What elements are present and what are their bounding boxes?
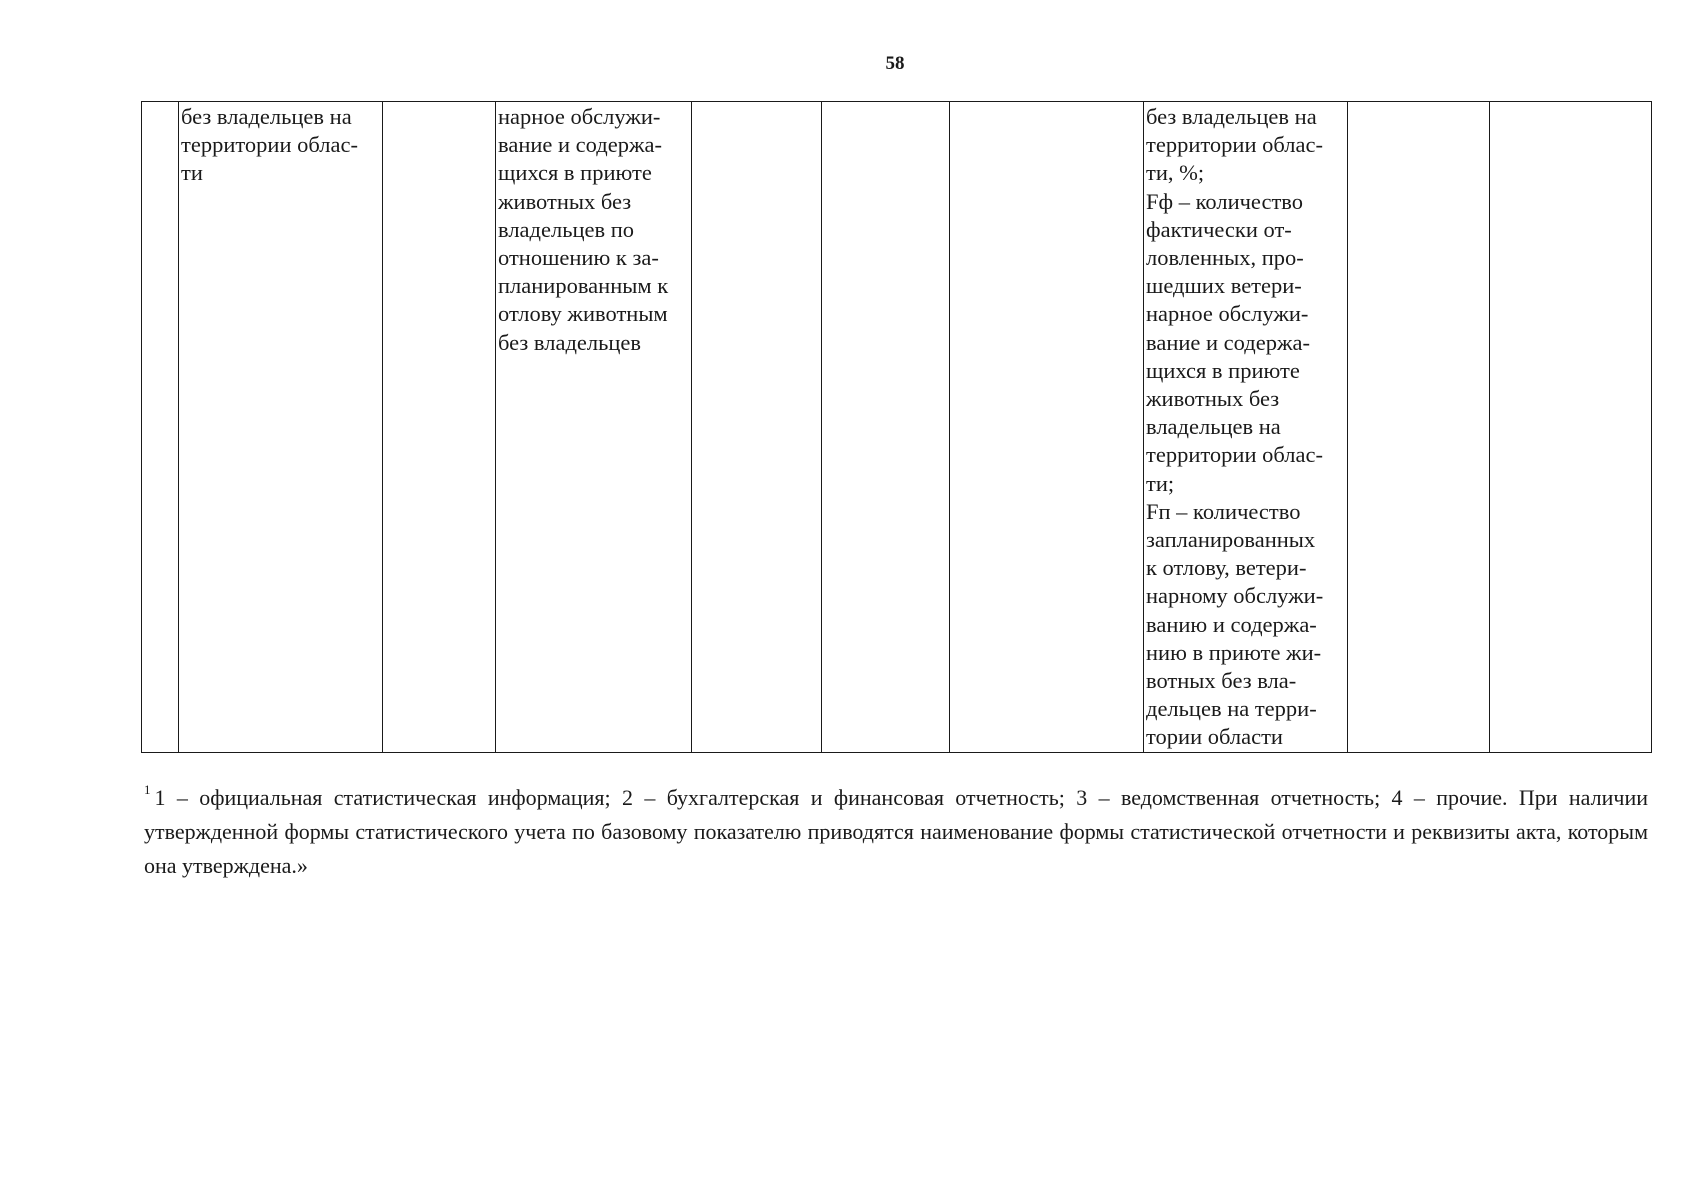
table-cell-col7 bbox=[950, 102, 1144, 753]
table-cell-col5 bbox=[692, 102, 822, 753]
table-cell-col9 bbox=[1348, 102, 1490, 753]
table-cell-col3 bbox=[383, 102, 496, 753]
footnote-marker: 1 bbox=[144, 782, 151, 797]
table-row bbox=[142, 102, 1652, 753]
footnote-text: 1 – официальная статистическая информация; 2 – бухгалтерская и финансовая отчетность; 3 – ведомственная отчетность; 4 – прочие. При наличии утвержденной формы статистического учета по базовому показателю приводятся наименование формы статистической отчетности и реквизиты акта, которым она утверждена.» bbox=[144, 785, 1648, 878]
table-cell-col10 bbox=[1490, 102, 1652, 753]
indicator-table bbox=[141, 101, 1652, 753]
footnote bbox=[144, 773, 1648, 883]
table-cell-col4: нарное обслужи- вание и содержа- щихся в приюте животных без владельцев по отношению к за- планированным к отлову животным без владельцев bbox=[496, 102, 692, 753]
table-cell-col1 bbox=[142, 102, 179, 753]
table-cell-col6 bbox=[822, 102, 950, 753]
table-cell-col8: без владельцев на территории облас- ти, %; Fф – количество фактически от- ловленных, про- шедших ветери- нарное обслужи- вание и содержа- щихся в приюте животных без владельцев на территории облас- ти; Fп – количество запланированных к отлову, ветери- нарному обслужи- ванию и содержа- нию в приюте жи- вотных без вла- дельцев на терри- тории области bbox=[1144, 102, 1348, 753]
table-cell-col2: без владельцев на территории облас- ти bbox=[179, 102, 383, 753]
page-number: 58 bbox=[885, 53, 905, 74]
